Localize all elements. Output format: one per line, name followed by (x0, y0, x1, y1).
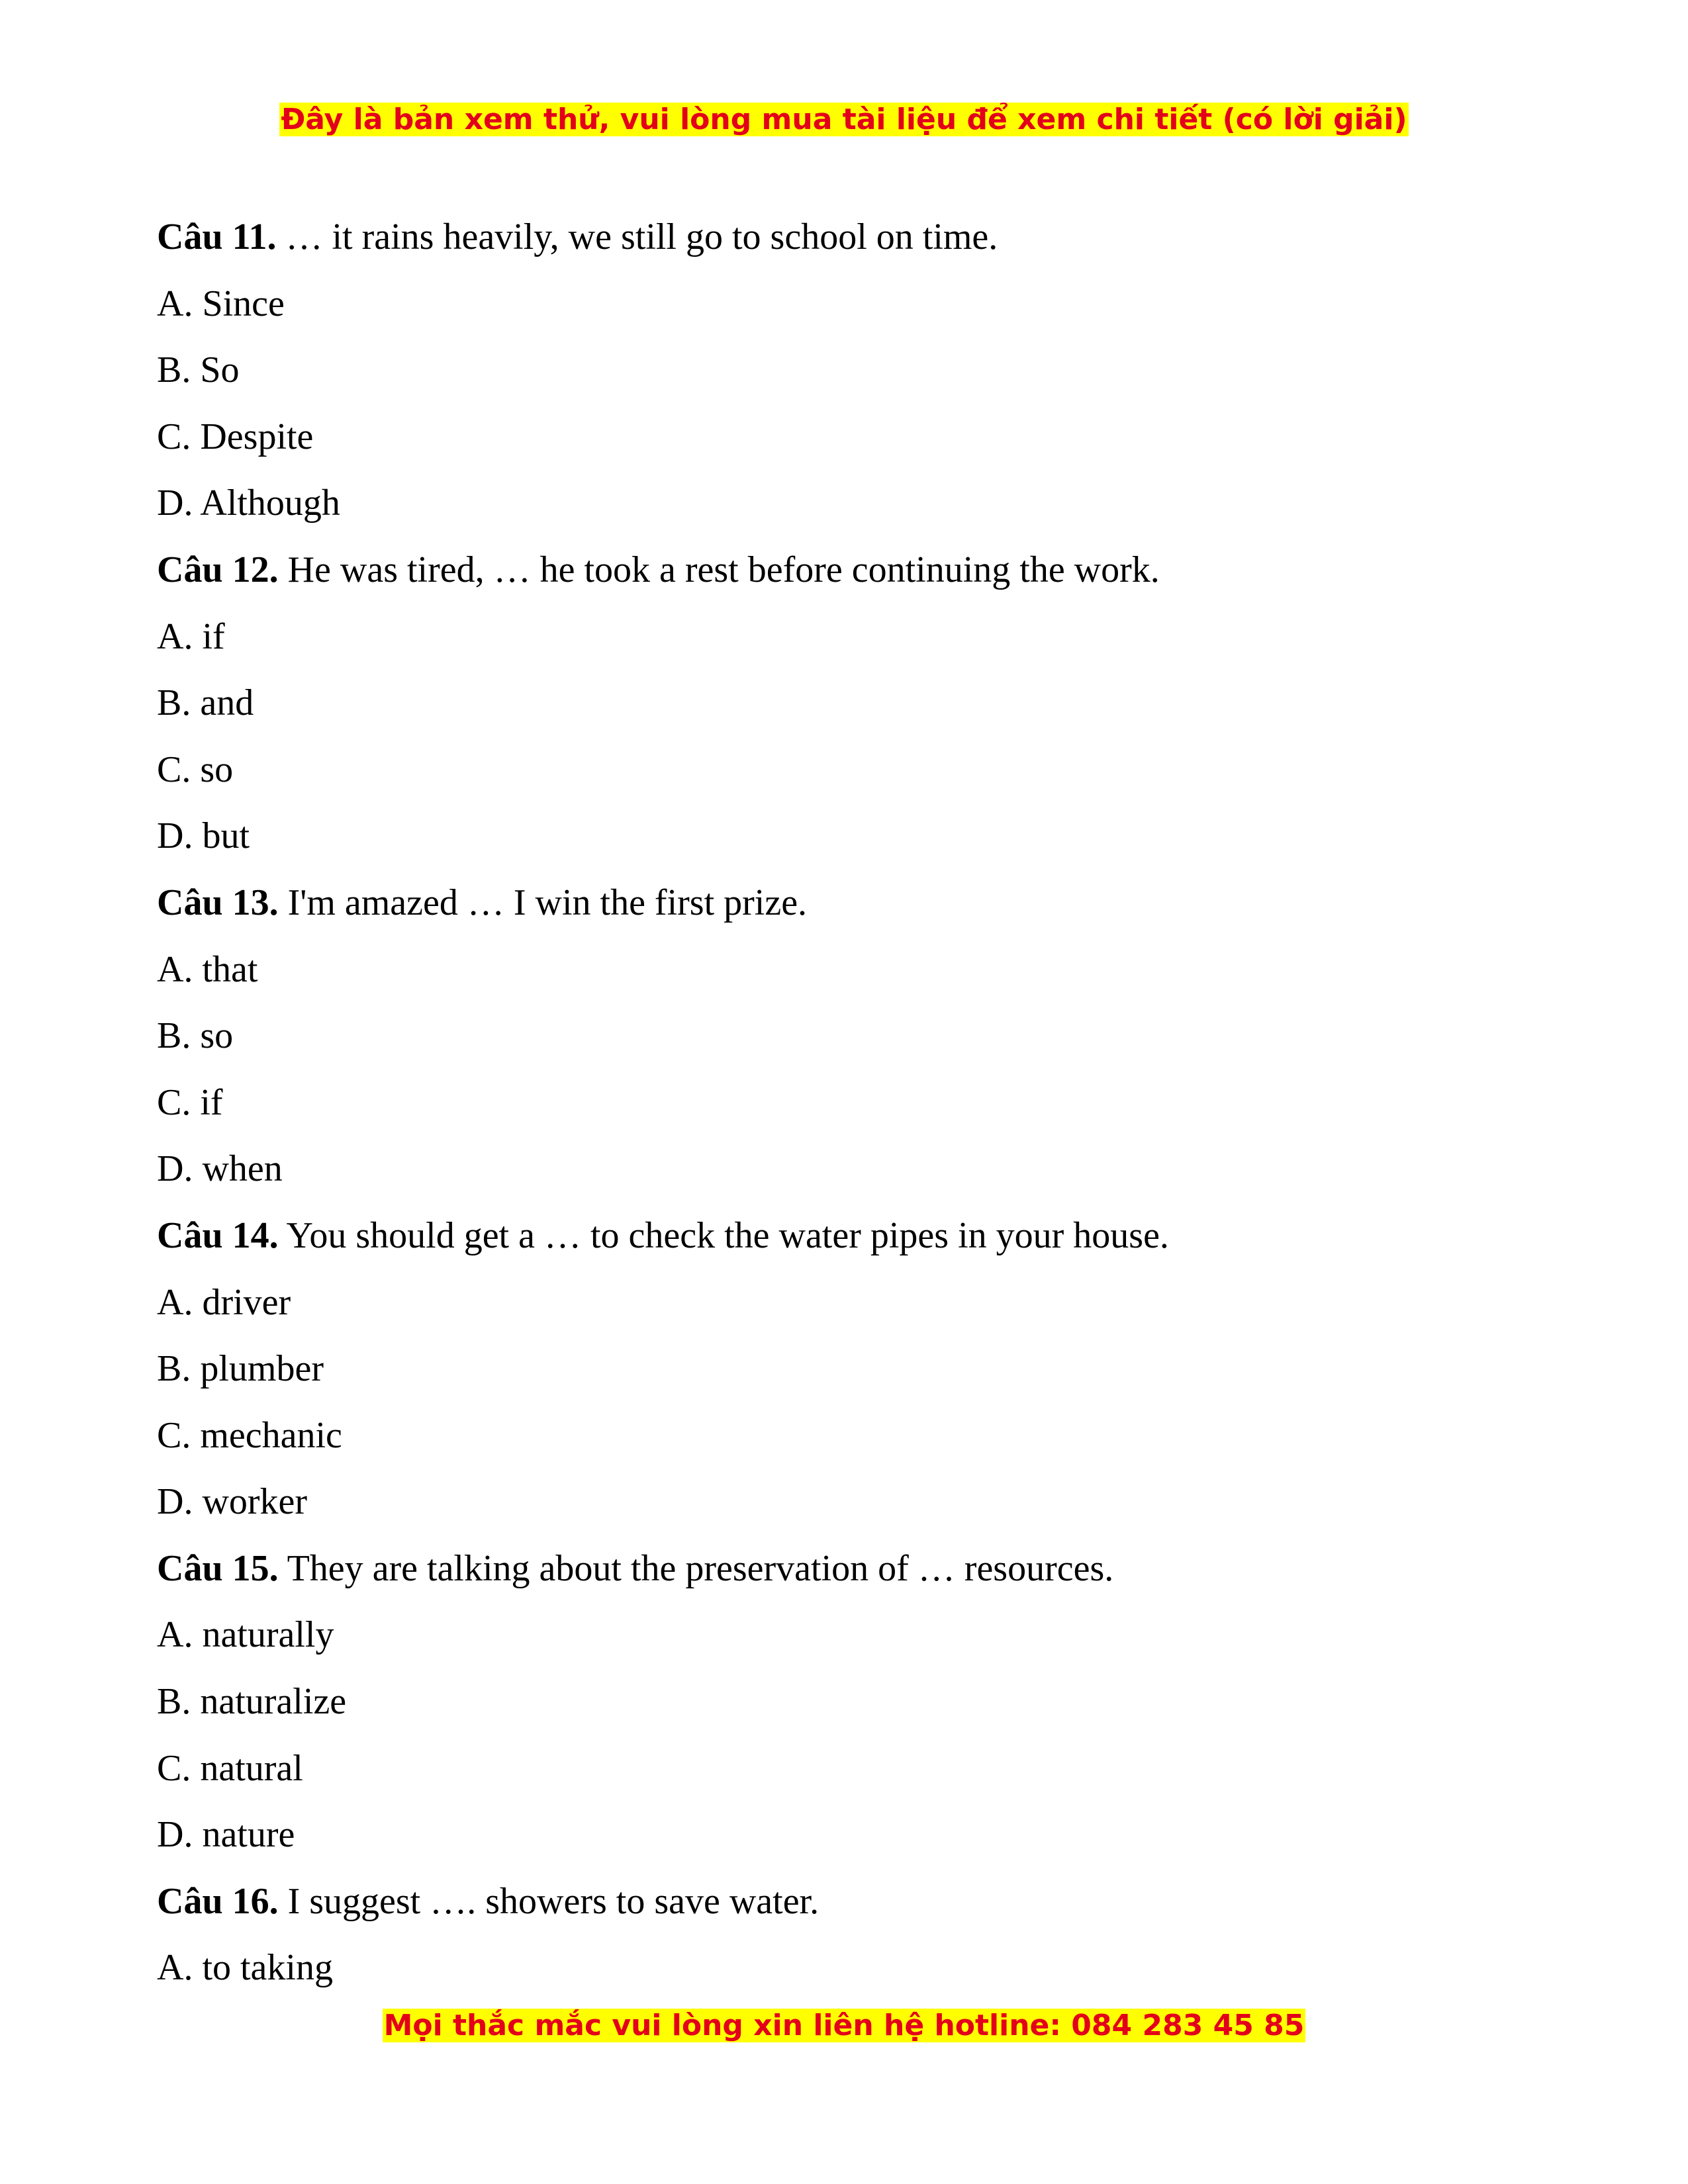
question-block (157, 1214, 1534, 1547)
question-text: I suggest …. showers to save water. (287, 1880, 820, 1922)
question-number: Câu 14. (157, 1214, 279, 1256)
answer-option: C. if (157, 1081, 223, 1123)
hotline-notice-text: Mọi thắc mắc vui lòng xin liên hệ hotline: 084 283 45 85 (383, 2009, 1305, 2042)
answer-option: B. so (157, 1015, 234, 1057)
question-stem (157, 548, 1534, 615)
question-block (157, 548, 1534, 881)
question-number: Câu 16. (157, 1880, 279, 1922)
answer-option: C. so (157, 749, 234, 790)
question-list (157, 215, 1534, 2013)
answer-option: C. mechanic (157, 1414, 342, 1456)
question-stem (157, 1547, 1534, 1614)
answer-option: A. naturally (157, 1614, 334, 1656)
answer-option: B. naturalize (157, 1681, 347, 1723)
answer-option: B. plumber (157, 1348, 324, 1390)
answer-option: A. that (157, 948, 258, 990)
question-stem (157, 1880, 1534, 1946)
question-number: Câu 11. (157, 216, 277, 257)
answer-option: D. nature (157, 1814, 295, 1856)
question-text: I'm amazed … I win the first prize. (287, 882, 808, 923)
answer-option: B. So (157, 349, 240, 391)
question-block (157, 1547, 1534, 1880)
answer-option: A. to taking (157, 1947, 333, 1989)
question-block (157, 215, 1534, 548)
question-number: Câu 15. (157, 1547, 279, 1589)
answer-option: A. driver (157, 1281, 291, 1323)
answer-option: A. Since (157, 283, 285, 324)
answer-option: D. Although (157, 482, 340, 524)
hotline-notice-banner (0, 2005, 1688, 2046)
question-stem (157, 1214, 1534, 1281)
answer-option: D. but (157, 815, 250, 857)
question-stem (157, 881, 1534, 948)
question-number: Câu 12. (157, 549, 279, 590)
question-text: You should get a … to check the water pipes in your house. (286, 1214, 1169, 1256)
question-stem (157, 215, 1534, 282)
question-text: They are talking about the preservation of … resources. (287, 1547, 1114, 1589)
answer-option: A. if (157, 615, 225, 657)
answer-option: C. natural (157, 1747, 303, 1789)
question-number: Câu 13. (157, 882, 279, 923)
question-text: … it rains heavily, we still go to school on time. (285, 216, 998, 257)
question-text: He was tired, … he took a rest before continuing the work. (287, 549, 1160, 590)
preview-notice-text: Đây là bản xem thử, vui lòng mua tài liệu để xem chi tiết (có lời giải) (281, 103, 1407, 136)
answer-option: D. worker (157, 1481, 308, 1523)
answer-option: C. Despite (157, 416, 314, 457)
answer-option: B. and (157, 682, 254, 724)
question-block (157, 881, 1534, 1214)
preview-notice-banner (0, 99, 1688, 140)
question-block (157, 1880, 1534, 2013)
answer-option: D. when (157, 1148, 283, 1190)
